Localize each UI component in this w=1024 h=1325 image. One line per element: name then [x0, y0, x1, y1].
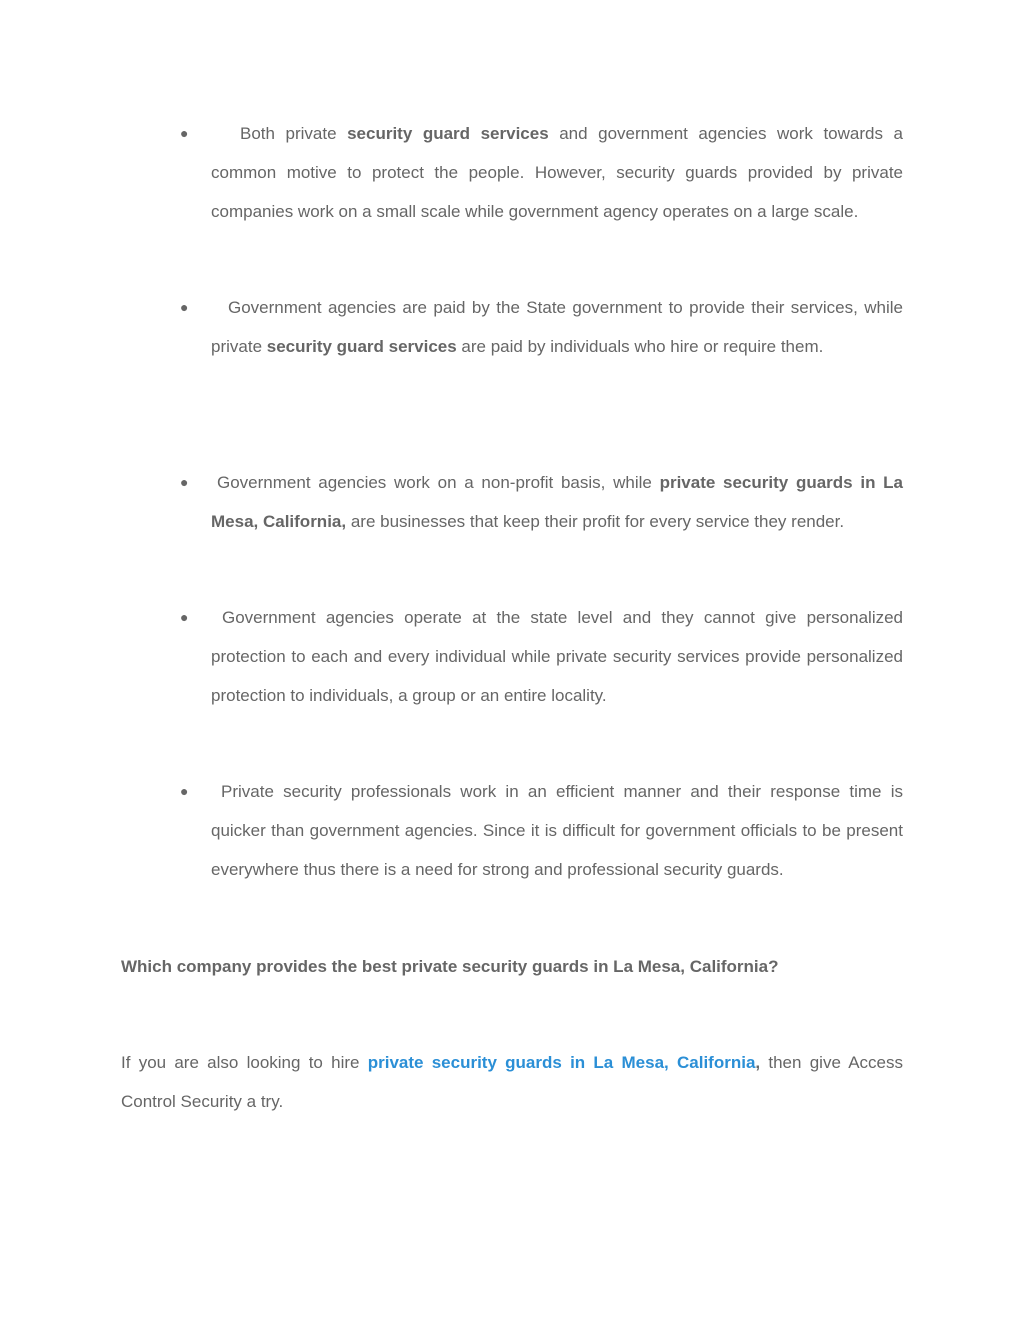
bullet-item [180, 598, 903, 715]
bold-phrase: private security guards in La Mesa, California, [211, 473, 904, 531]
bullet-point-icon: ● [180, 299, 189, 315]
bullet-point-icon: ● [180, 783, 189, 799]
bullet-text: Government agencies operate at the state level and they cannot give personalized protection to each and every individual while private security services provide personalized protection to individuals, a group or an entire locality. [211, 608, 903, 705]
closing-paragraph: If you are also looking to hire private security guards in La Mesa, California, then give Access Control Security a try. [121, 1053, 903, 1111]
bullet-item [180, 772, 903, 889]
bullet-item [180, 463, 904, 541]
bullet-text: Government agencies are paid by the State government to provide their services, while private security guard services are paid by individuals who hire or require them. [211, 298, 903, 356]
bullet-point-icon: ● [180, 609, 189, 625]
bullet-text: Government agencies work on a non-profit basis, while private security guards in La Mesa, California, are businesses that keep their profit for every service they render. [211, 473, 904, 531]
bullet-item [180, 288, 903, 366]
bullet-text: Both private security guard services and government agencies work towards a common motive to protect the people. However, security guards provided by private companies work on a small scale while government agency operates on a large scale. [211, 124, 903, 221]
section-heading: Which company provides the best private security guards in La Mesa, California? [121, 957, 779, 976]
bullet-point-icon: ● [180, 125, 189, 141]
bullet-point-icon: ● [180, 474, 189, 490]
security-guards-link[interactable]: private security guards in La Mesa, California [367, 1053, 756, 1072]
bullet-item [180, 114, 903, 231]
bold-phrase: security guard services [266, 337, 457, 356]
bullet-text: Private security professionals work in an efficient manner and their response time is quicker than government agencies. Since it is difficult for government officials to be present everywhere thus there is a need for strong and professional security guards. [211, 782, 903, 879]
bold-phrase: security guard services [347, 124, 549, 143]
